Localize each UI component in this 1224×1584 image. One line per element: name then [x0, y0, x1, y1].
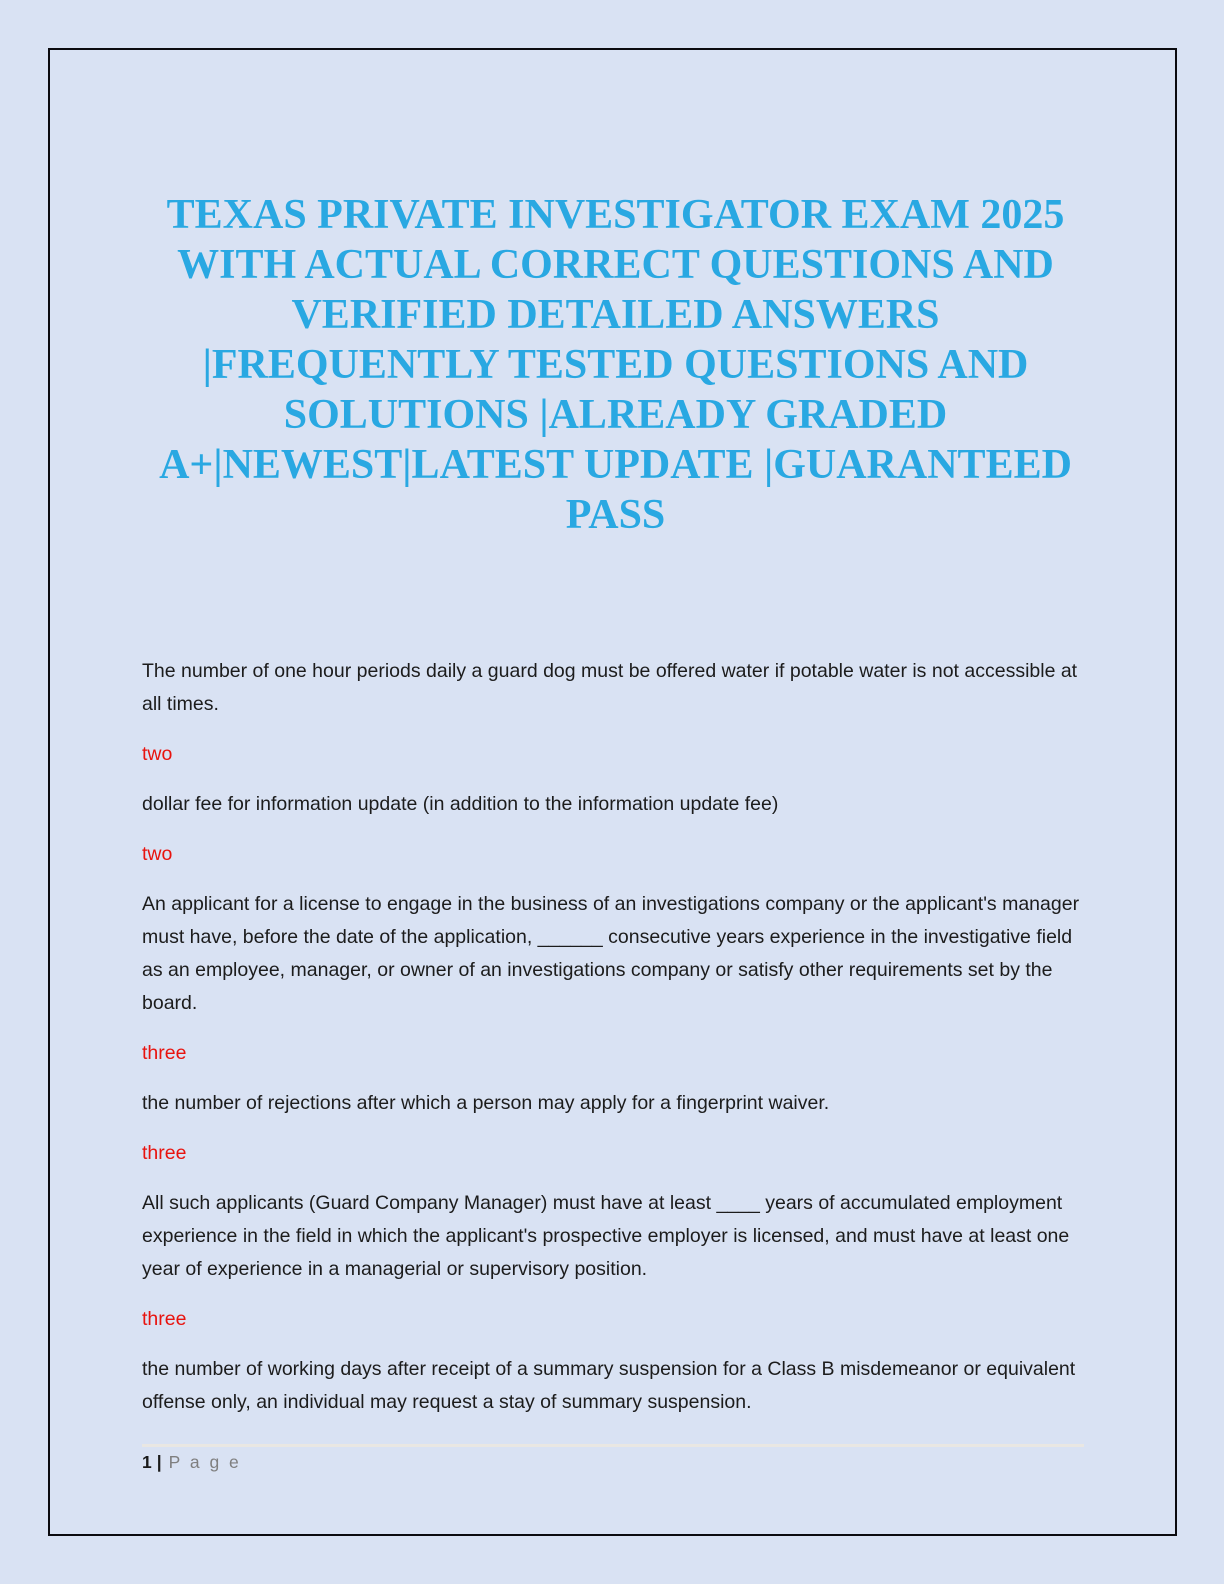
answer-text: two — [142, 743, 173, 765]
question-text: the number of working days after receipt of a summary suspension for a Class B misdemeanor or equivalent offense only, an individual may request a stay of summary suspension. — [142, 1358, 1076, 1413]
page-content — [142, 190, 1089, 1436]
footer-pipe: | — [156, 1452, 162, 1472]
title-line: SOLUTIONS |ALREADY GRADED — [283, 392, 948, 438]
question-text: the number of rejections after which a person may apply for a fingerprint waiver. — [142, 1092, 830, 1114]
answer-text: three — [142, 1042, 187, 1064]
title-line: WITH ACTUAL CORRECT QUESTIONS AND — [177, 242, 1054, 288]
answer-text: two — [142, 843, 173, 865]
qa-section — [142, 655, 1089, 1419]
page-footer-label: P a g e — [168, 1452, 242, 1472]
title-line: TEXAS PRIVATE INVESTIGATOR EXAM 2025 — [166, 192, 1065, 238]
footer-divider-rule — [142, 1444, 1084, 1447]
title-line: A+|NEWEST|LATEST UPDATE |GUARANTEED — [159, 442, 1072, 488]
page-number: 1 — [142, 1452, 152, 1472]
question-text: All such applicants (Guard Company Manager) must have at least ____ years of accumulated employment experience in the field in which the applicant's prospective employer is licensed, and must have at least one year of experience in a managerial or supervisory position. — [142, 1192, 1070, 1280]
title-line: |FREQUENTLY TESTED QUESTIONS AND — [202, 342, 1029, 388]
document-title — [142, 190, 1089, 540]
question-text: dollar fee for information update (in addition to the information update fee) — [142, 793, 779, 815]
question-text: The number of one hour periods daily a guard dog must be offered water if potable water is not accessible at all times. — [142, 660, 1078, 715]
answer-text: three — [142, 1142, 187, 1164]
title-line: VERIFIED DETAILED ANSWERS — [291, 292, 940, 338]
answer-text: three — [142, 1308, 187, 1330]
page-footer — [142, 1450, 241, 1474]
question-text: An applicant for a license to engage in the business of an investigations company or the applicant's manager must have, before the date of the application, ______ consecutive years experience in the investigative field as an employee, manager, or owner of an investigations company or satisfy other requirements set by the board. — [142, 893, 1080, 1014]
title-line: PASS — [565, 492, 666, 538]
